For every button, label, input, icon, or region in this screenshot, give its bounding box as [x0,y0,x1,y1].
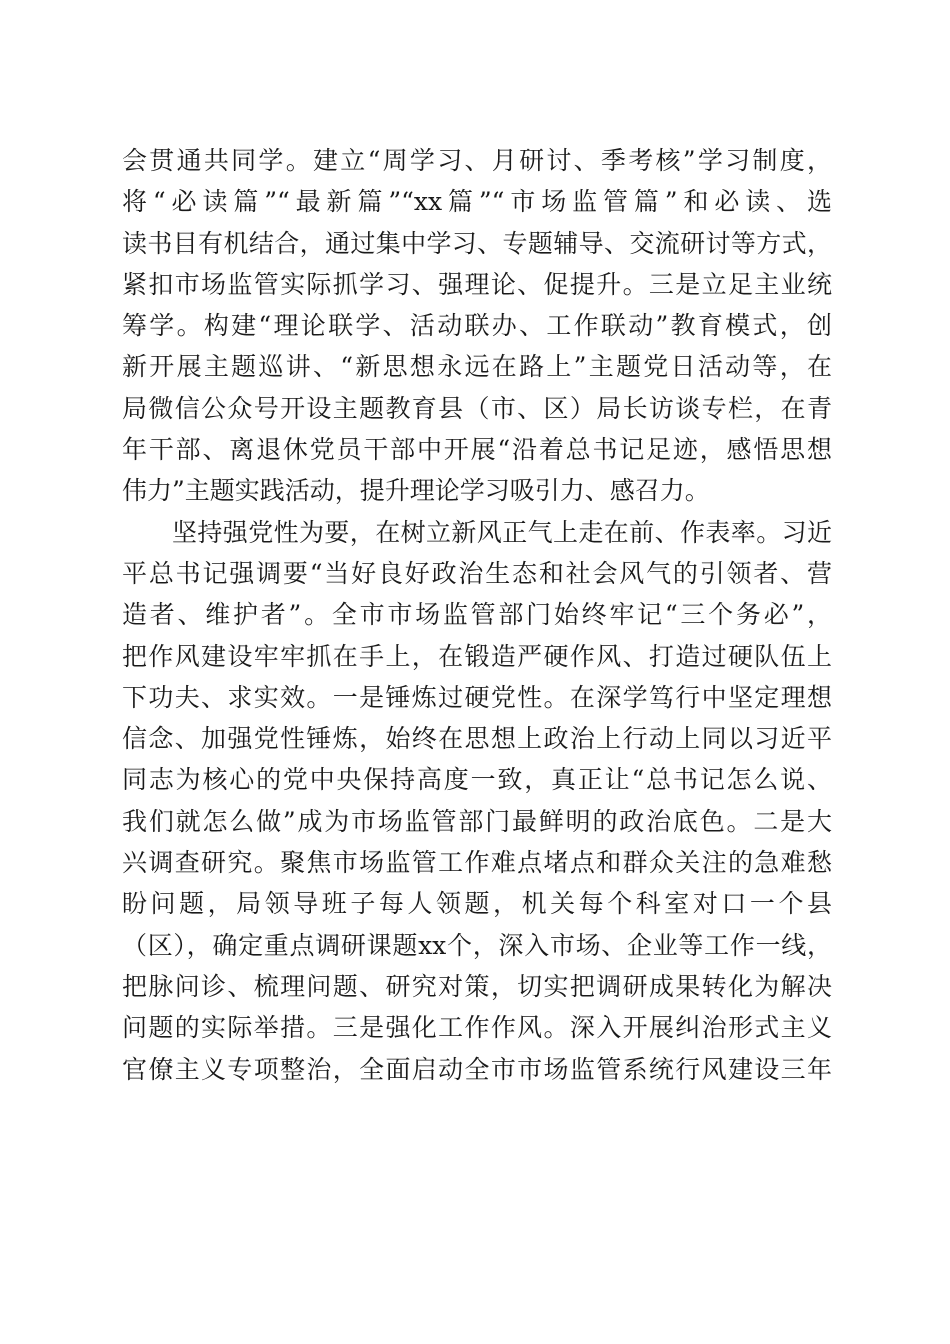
text-line: 下功夫、求实效。一是锤炼过硬党性。在深学笃行中坚定理想 [122,682,832,712]
text-line: 紧扣市场监管实际抓学习、强理论、促提升。三是立足主业统 [122,269,832,299]
text-line: 新开展主题巡讲、“新思想永远在路上”主题党日活动等，在 [122,352,832,382]
text-line: 我们就怎么做”成为市场监管部门最鲜明的政治底色。二是大 [122,806,832,836]
text-line: 筹学。构建“理论联学、活动联办、工作联动”教育模式，创 [122,311,832,341]
text-line: 同志为核心的党中央保持高度一致，真正让“总书记怎么说、 [122,765,832,795]
paragraph [122,140,832,512]
text-line: 官僚主义专项整治，全面启动全市市场监管系统行风建设三年 [122,1054,832,1084]
text-line: 兴调查研究。聚焦市场监管工作难点堵点和群众关注的急难愁 [122,848,832,878]
text-line: 会贯通共同学。建立“周学习、月研讨、季考核”学习制度， [122,146,832,175]
document-body [122,140,832,1090]
paragraph [122,512,832,1090]
text-line: 读书目有机结合，通过集中学习、专题辅导、交流研讨等方式， [122,228,832,258]
text-line: 年干部、离退休党员干部中开展“沿着总书记足迹，感悟思想 [122,435,832,465]
text-line: 造者、维护者”。全市市场监管部门始终牢记“三个务必”， [122,600,832,630]
text-line: 把作风建设牢牢抓在手上，在锻造严硬作风、打造过硬队伍上 [122,641,832,671]
text-line: 坚持强党性为要，在树立新风正气上走在前、作表率。习近 [172,517,832,547]
text-line: 信念、加强党性锤炼，始终在思想上政治上行动上同以习近平 [122,724,832,754]
text-line: 局微信公众号开设主题教育县（市、区）局长访谈专栏，在青 [122,393,832,423]
text-line: 盼问题，局领导班子每人领题，机关每个科室对口一个县 [122,889,832,919]
text-line: 将“必读篇”“最新篇”“xx篇”“市场监管篇”和必读、选 [122,187,832,217]
text-line: 把脉问诊、梳理问题、研究对策，切实把调研成果转化为解决 [122,971,832,1001]
text-line: 伟力”主题实践活动，提升理论学习吸引力、感召力。 [122,476,710,506]
text-line: 平总书记强调要“当好良好政治生态和社会风气的引领者、营 [122,558,832,588]
text-line: （区），确定重点调研课题xx个，深入市场、企业等工作一线， [122,930,832,960]
text-line: 问题的实际举措。三是强化工作作风。深入开展纠治形式主义 [122,1013,832,1043]
